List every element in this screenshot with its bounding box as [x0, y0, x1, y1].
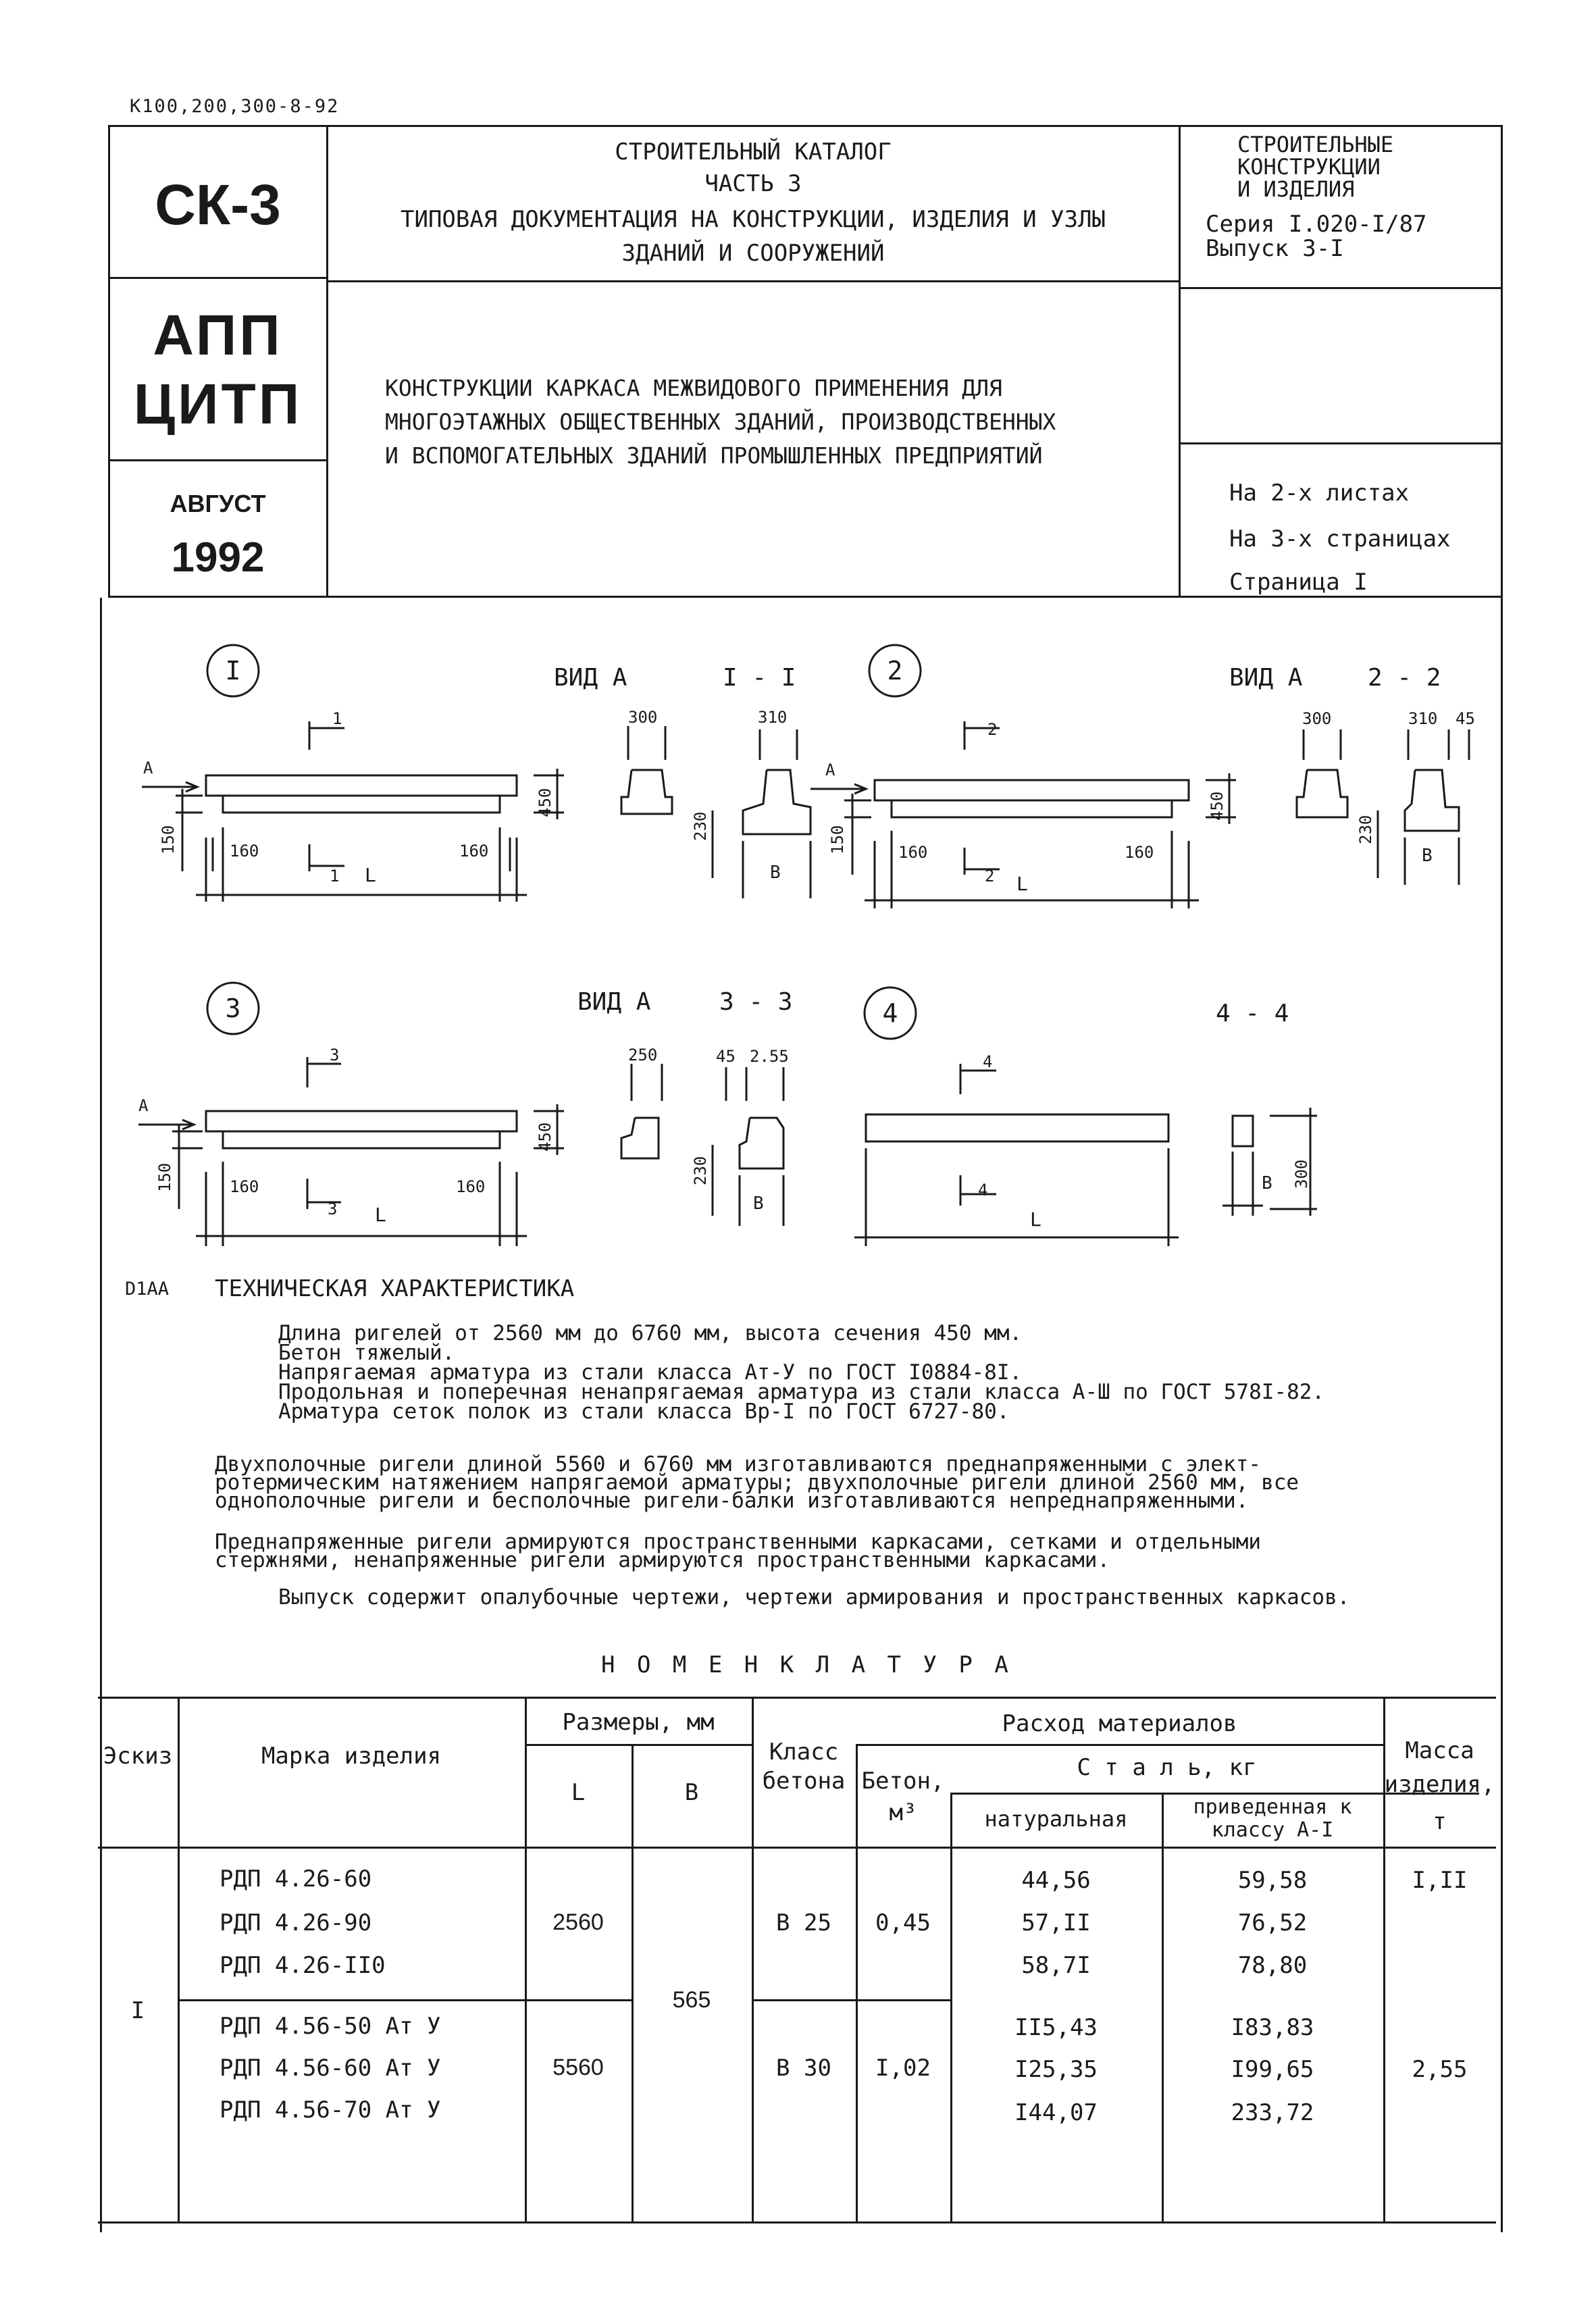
sketch-2-dim-160-left: 160: [898, 843, 928, 862]
sketch-1-cut-bottom: 1: [330, 867, 340, 885]
tech-paragraph-1: Длина ригелей от 2560 мм до 6760 мм, высота сечения 450 мм. Бетон тяжелый. Напрягаемая арматура из стали класса Ат-У по ГОСТ I0884-8I. Продольная и поперечная ненапрягаемая арматура из стали класса А-Ш по ГОСТ 578I-82. Арматура сеток полок из стали класса Вр-I по ГОСТ 6727-80.: [278, 1321, 1325, 1424]
sketch-2-dim-300: 300: [1302, 709, 1332, 728]
group2-natural-1: II5,43: [1014, 2014, 1098, 2041]
series: Серия I.020-I/87: [1206, 211, 1427, 238]
tech-paragraph-4: Выпуск содержит опалубочные чертежи, чертежи армирования и пространственных каркасов.: [278, 1585, 1350, 1610]
sketch-1-dim-160-left: 160: [230, 842, 259, 860]
group2-concrete: I,02: [875, 2055, 931, 2082]
sketch-3-dim-230: 230: [691, 1156, 710, 1185]
sketch-2-cut-bottom: 2: [985, 867, 995, 885]
sketch-2-width: В: [1422, 846, 1433, 866]
sketch-3-cut-bottom: 3: [328, 1200, 338, 1218]
catalog-part: ЧАСТЬ 3: [704, 170, 802, 197]
header-mass-line3: т: [1433, 1808, 1447, 1835]
group2-L: 5560: [552, 2055, 604, 2080]
sketch-1-view: ВИД А: [554, 664, 627, 692]
sketch-4-section: [1233, 1116, 1253, 1146]
header-mark: Марка изделия: [261, 1743, 442, 1770]
sketch-3-number: 3: [225, 994, 241, 1023]
sketch-4-dim-300: 300: [1292, 1159, 1311, 1189]
table-row: РДП 4.26-90: [220, 1909, 372, 1936]
header-L: L: [571, 1779, 586, 1806]
sketch-4-cut-bottom: 4: [978, 1181, 988, 1200]
sketch-3-dim-160-left: 160: [230, 1177, 259, 1196]
group1-class: В 25: [776, 1909, 831, 1936]
header-natural: натуральная: [984, 1806, 1128, 1832]
sketch-3-dim-150: 150: [155, 1162, 174, 1192]
stamp-month: АВГУСТ: [170, 490, 266, 517]
sketch-1-dim-230: 230: [691, 811, 710, 841]
main-title-line1: КОНСТРУКЦИИ КАРКАСА МЕЖВИДОВОГО ПРИМЕНЕНИЯ ДЛЯ: [385, 375, 1002, 401]
group1-natural-1: 44,56: [1021, 1867, 1091, 1894]
header-dims: Размеры, мм: [562, 1709, 715, 1736]
group1-reduced-2: 76,52: [1237, 1909, 1308, 1936]
sketch-1-beam-top: [206, 775, 517, 796]
sketch-2-dim-450: 450: [1208, 791, 1227, 821]
sketch-2-dim-160-right: 160: [1125, 843, 1154, 862]
catalog-title: СТРОИТЕЛЬНЫЙ КАТАЛОГ: [615, 138, 892, 165]
header-mass-line1: Масса: [1405, 1737, 1474, 1764]
header-concrete-line1: Бетон,: [861, 1768, 945, 1795]
group2-mass: 2,55: [1412, 2056, 1468, 2083]
group1-reduced-1: 59,58: [1237, 1867, 1308, 1894]
sketch-2-dim-310: 310: [1408, 709, 1438, 728]
group2-class: В 30: [776, 2055, 831, 2082]
group1-natural-2: 57,II: [1021, 1909, 1091, 1936]
sketch-2-cut-top: 2: [987, 720, 998, 739]
sketch-1-dim-150: 150: [159, 825, 178, 854]
group2-reduced-2: I99,65: [1231, 2056, 1314, 2083]
header-class-line1: Класс: [769, 1739, 839, 1766]
sketch-3-dim-255: 2.55: [750, 1047, 789, 1066]
table-row: РДП 4.56-50 Ат У: [220, 2013, 441, 2040]
sketch-2-length: L: [1016, 873, 1028, 895]
doc-code: К100,200,300-8-92: [130, 96, 340, 117]
sketch-3-dim-450: 450: [536, 1122, 555, 1152]
sketch-2-dim-230: 230: [1356, 815, 1375, 844]
stamp-org-line1: АПП: [153, 303, 283, 367]
sketch-1-dim-310: 310: [758, 708, 788, 727]
sketch-1-cut-top: 1: [332, 709, 342, 728]
stamp-code: СК-3: [155, 173, 281, 236]
header-sketch: Эскиз: [103, 1743, 173, 1770]
group1-concrete: 0,45: [875, 1909, 931, 1936]
sheets-count: На 2-х листах: [1229, 480, 1410, 507]
group1-reduced-3: 78,80: [1237, 1952, 1308, 1979]
header-B: В: [684, 1779, 699, 1806]
group2-reduced-3: 233,72: [1231, 2099, 1314, 2126]
header-reduced-line1: приведенная к: [1193, 1795, 1352, 1819]
sketch-3-dim-250: 250: [628, 1046, 658, 1064]
sketch-2-section: 2 - 2: [1368, 664, 1441, 692]
sketch-3-beam-bottom: [223, 1131, 500, 1148]
sketch-3-length: L: [375, 1204, 386, 1226]
header-consumption: Расход материалов: [1002, 1710, 1237, 1737]
stamp-year: 1992: [171, 534, 265, 581]
sketch-2-beam-top: [875, 780, 1189, 800]
sketch-1-dim-300: 300: [628, 708, 658, 727]
tech-paragraph-2: Двухполочные ригели длиной 5560 и 6760 мм изготавливаются преднапряженными с элект- ротермическим натяжением напрягаемой арматуры; двухполочные ригели длиной 2560 мм, все однополочные ригели и бесполочные ригели-балки изготавливаются непреднапряженными.: [215, 1452, 1299, 1513]
sketch-3-dim-45: 45: [716, 1047, 736, 1066]
sketch-1-arrow-label: А: [143, 759, 153, 777]
page-number: Страница I: [1229, 569, 1368, 596]
group2-reduced-1: I83,83: [1231, 2014, 1314, 2041]
sketch-3-dim-160-right: 160: [456, 1177, 486, 1196]
tech-code: D1AA: [125, 1279, 170, 1300]
tech-paragraph-3: Преднапряженные ригели армируются пространственными каркасами, сетками и отдельными стержнями, ненапряженные ригели армируются пространственными каркасами.: [215, 1530, 1262, 1572]
sketch-4-width: В: [1262, 1173, 1272, 1193]
nomenclature-table: [98, 1697, 1496, 2223]
sketch-4-beam: [866, 1114, 1168, 1141]
sketch-1-dim-450: 450: [536, 788, 555, 817]
header-reduced-line2: классу А-I: [1211, 1818, 1334, 1842]
sketch-3-cut-top: 3: [330, 1046, 340, 1064]
table-row: РДП 4.26-II0: [220, 1952, 386, 1979]
main-title-line3: И ВСПОМОГАТЕЛЬНЫХ ЗДАНИЙ ПРОМЫШЛЕННЫХ ПРЕДПРИЯТИЙ: [385, 442, 1043, 469]
header-class-line2: бетона: [762, 1768, 846, 1795]
header-steel: С т а л ь, кг: [1077, 1754, 1257, 1781]
sketch-2-arrow-label: А: [825, 761, 835, 779]
catalog-subtitle-line1: ТИПОВАЯ ДОКУМЕНТАЦИЯ НА КОНСТРУКЦИИ, ИЗДЕЛИЯ И УЗЛЫ: [401, 206, 1106, 233]
sketch-3-arrow-label: А: [138, 1096, 149, 1115]
header-mass-line2: изделия,: [1384, 1771, 1495, 1798]
issue: Выпуск 3-I: [1206, 235, 1344, 262]
sketch-3-section: 3 - 3: [719, 988, 793, 1016]
group2-natural-3: I44,07: [1014, 2099, 1098, 2126]
pages-count: На 3-х страницах: [1229, 525, 1451, 552]
sketch-1-length: L: [365, 864, 376, 886]
nomenclature-title: Н О М Е Н К Л А Т У Р А: [601, 1651, 1012, 1678]
sketch-4-section: 4 - 4: [1216, 1000, 1289, 1027]
sketch-3-beam-top: [206, 1111, 517, 1131]
table-row: РДП 4.26-60: [220, 1866, 372, 1893]
sketch-1-beam-bottom: [223, 796, 500, 813]
sketch-value: I: [130, 1997, 145, 2024]
sketch-3-view: ВИД А: [577, 988, 651, 1016]
section-line2: КОНСТРУКЦИИ: [1237, 154, 1381, 180]
sketch-4-number: 4: [882, 998, 898, 1028]
table-row: РДП 4.56-70 Ат У: [220, 2097, 441, 2124]
sketch-1-width: В: [770, 863, 781, 883]
B-value: 565: [672, 1987, 711, 2013]
catalog-subtitle-line2: ЗДАНИЙ И СООРУЖЕНИЙ: [621, 240, 885, 267]
main-title-line2: МНОГОЭТАЖНЫХ ОБЩЕСТВЕННЫХ ЗДАНИЙ, ПРОИЗВОДСТВЕННЫХ: [385, 409, 1056, 435]
group2-natural-2: I25,35: [1014, 2056, 1098, 2083]
tech-heading: ТЕХНИЧЕСКАЯ ХАРАКТЕРИСТИКА: [215, 1275, 575, 1302]
table-row: РДП 4.56-60 Ат У: [220, 2055, 441, 2082]
group1-mass: I,II: [1412, 1867, 1468, 1894]
sketch-4-cut-top: 4: [983, 1052, 993, 1071]
sketch-4-length: L: [1030, 1208, 1041, 1231]
group1-L: 2560: [552, 1909, 604, 1935]
sketch-1-section: I - I: [723, 664, 796, 692]
sketch-3-width: В: [753, 1193, 764, 1214]
stamp-org-line2: ЦИТП: [133, 372, 303, 436]
sketch-2-dim-150: 150: [828, 825, 847, 854]
sketch-2-view: ВИД А: [1229, 664, 1303, 692]
group1-natural-3: 58,7I: [1021, 1952, 1091, 1979]
sketch-1-number: I: [225, 656, 241, 686]
section-line1: СТРОИТЕЛЬНЫЕ: [1237, 132, 1394, 157]
sketch-2-beam-bottom: [892, 800, 1172, 817]
header-concrete-line2: м³: [889, 1799, 917, 1826]
section-line3: И ИЗДЕЛИЯ: [1237, 176, 1355, 202]
sketch-2-dim-45: 45: [1456, 709, 1475, 728]
sketch-1-dim-160-right: 160: [459, 842, 489, 860]
sketch-2-number: 2: [887, 656, 903, 686]
